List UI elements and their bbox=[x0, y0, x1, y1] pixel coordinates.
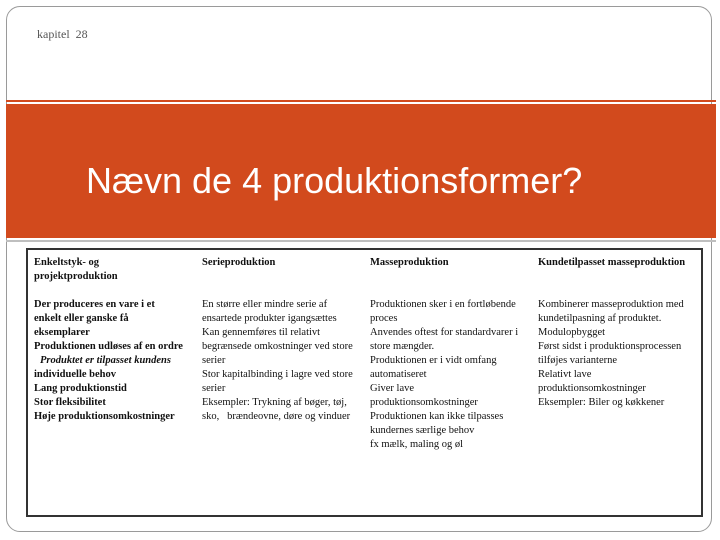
cell-line: serier bbox=[202, 383, 226, 394]
banner-top-line bbox=[6, 100, 716, 102]
cell-line: Kombinerer masseproduktion med bbox=[538, 299, 684, 310]
chapter-label: kapitel 28 bbox=[37, 27, 88, 41]
header-line: Enkeltstyk- og bbox=[34, 257, 100, 268]
cell-line: individuelle behov bbox=[34, 369, 116, 380]
cell-line: Lang produktionstid bbox=[34, 383, 127, 394]
body-cell-enkeltstyk bbox=[27, 292, 196, 516]
cell-line: store mængder. bbox=[370, 341, 435, 352]
cell-line: Anvendes oftest for standardvarer i bbox=[370, 327, 519, 338]
cell-line: Kan gennemføres til relativt bbox=[202, 327, 321, 338]
header-cell-serie bbox=[196, 249, 364, 292]
cell-line: Stor kapitalbinding i lagre ved store bbox=[202, 369, 353, 380]
cell-line: produktionsomkostninger bbox=[370, 397, 478, 408]
header-line: Serieproduktion bbox=[202, 257, 276, 268]
table-header-row bbox=[27, 249, 702, 292]
header-cell-enkeltstyk bbox=[27, 249, 196, 292]
body-cell-serie bbox=[196, 292, 364, 516]
slide-title: Nævn de 4 produktionsformer? bbox=[86, 160, 583, 201]
cell-line: Produktionen sker i en fortløbende bbox=[370, 299, 516, 310]
body-cell-kundetilpasset bbox=[532, 292, 702, 516]
header-line: Masseproduktion bbox=[370, 257, 449, 268]
cell-line: kundetilpasning af produktet. bbox=[538, 313, 662, 324]
cell-line: eksemplarer bbox=[34, 327, 90, 338]
cell-line: Produktet er tilpasset kundens bbox=[40, 355, 171, 366]
cell-line: Der produceres en vare i et bbox=[34, 299, 155, 310]
cell-line: produktionsomkostninger bbox=[538, 383, 646, 394]
production-forms-table bbox=[26, 248, 703, 517]
cell-line: kundernes særlige behov bbox=[370, 425, 475, 436]
cell-line: Produktionen er i vidt omfang bbox=[370, 355, 497, 366]
cell-line: tilføjes varianterne bbox=[538, 355, 618, 366]
cell-line: enkelt eller ganske få bbox=[34, 313, 129, 324]
header-cell-kundetilpasset bbox=[532, 249, 702, 292]
cell-line: serier bbox=[202, 355, 226, 366]
cell-line: Eksempler: Trykning af bøger, tøj, bbox=[202, 397, 347, 408]
cell-line: Relativt lave bbox=[538, 369, 592, 380]
cell-line: fx mælk, maling og øl bbox=[370, 439, 464, 450]
cell-line: automatiseret bbox=[370, 369, 427, 380]
header-cell-masse bbox=[364, 249, 532, 292]
cell-line: Stor fleksibilitet bbox=[34, 397, 106, 408]
cell-line: sko, brændeovne, døre og vinduer bbox=[202, 411, 351, 422]
table-body-row bbox=[27, 292, 702, 516]
header-line: projektproduktion bbox=[34, 271, 118, 282]
header-line: Kundetilpasset masseproduktion bbox=[538, 257, 686, 268]
cell-line: Først sidst i produktionsprocessen bbox=[538, 341, 682, 352]
cell-line: begrænsede omkostninger ved store bbox=[202, 341, 353, 352]
banner-bottom-line bbox=[6, 240, 716, 242]
cell-line: En større eller mindre serie af bbox=[202, 299, 328, 310]
cell-line: Produktionen kan ikke tilpasses bbox=[370, 411, 504, 422]
body-cell-masse bbox=[364, 292, 532, 516]
cell-line: Eksempler: Biler og køkkener bbox=[538, 397, 665, 408]
cell-line: Giver lave bbox=[370, 383, 415, 394]
cell-line: Produktionen udløses af en ordre bbox=[34, 341, 183, 352]
cell-line: Modulopbygget bbox=[538, 327, 606, 338]
cell-line: proces bbox=[370, 313, 398, 324]
cell-line: Høje produktionsomkostninger bbox=[34, 411, 175, 422]
cell-line: ensartede produkter igangsættes bbox=[202, 313, 337, 324]
